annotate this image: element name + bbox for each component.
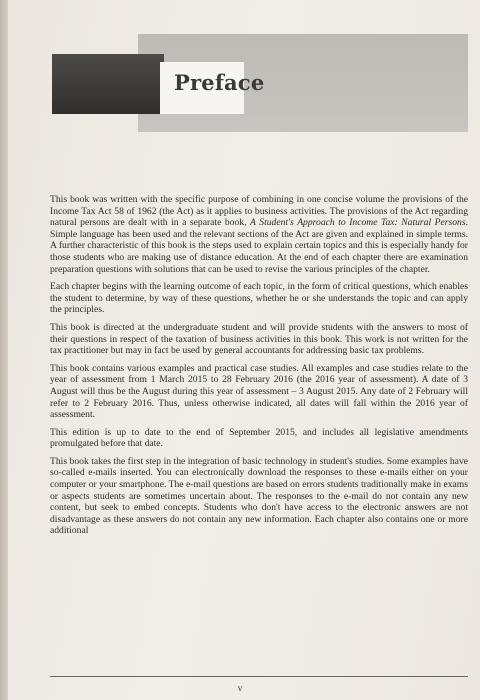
- binding-edge: [0, 0, 8, 700]
- paragraph-5: This edition is up to date to the end of September 2015, and includes all legislative amendments promulgated before that date.: [50, 426, 468, 450]
- paragraph-1-start: This book was written with the specific purpose of combining in one concise volume the provisions of the Income Tax Act 58 of 1962 (the Act) as it applies to business activities. The provisions of the Act regarding natural persons are dealt with in a separate book,: [50, 194, 468, 229]
- footer-rule: [50, 676, 468, 677]
- book-title-reference: A Student's Approach to Income Tax: Natural Persons: [250, 217, 466, 229]
- paragraph-4: This book contains various examples and practical case studies. All examples and case studies relate to the year of assessment from 1 March 2015 to 28 February 2016 (the 2016 year of assessment). A date of 3 August will thus be the August during this year of assessment – 3 August 2015. Any date of 2 February will refer to 2 February 2016. Thus, unless otherwise indicated, all dates will fall within the 2016 year of assessment.: [50, 362, 468, 421]
- paragraph-1-end: . Simple language has been used and the relevant sections of the Act are given and explained in simple terms. A further characteristic of this book is the steps used to explain certain topics and this is especially handy for those students who are making use of distance education. At the end of each chapter there are examination preparation questions with solutions that can be used to revise the various principles of the chapter.: [50, 217, 468, 275]
- page-number: v: [237, 683, 243, 693]
- preface-body: [50, 194, 468, 543]
- paragraph-3: This book is directed at the undergraduate student and will provide students with the answers to most of their questions in respect of the taxation of business activities in this book. This work is not written for the tax practitioner but may in fact be used by general accountants for addressing basic tax problems.: [50, 321, 468, 357]
- page-title: Preface: [174, 70, 265, 95]
- header-dark-block: [52, 54, 164, 114]
- paragraph-6: This book takes the first step in the integration of basic technology in student's studies. Some examples have so-called e-mails inserted. You can electronically download the responses to these e-mails either on your computer or your smartphone. The e-mail questions are based on errors students traditionally make in exams or aspects students are sometimes uncertain about. The responses to the e-mail do not contain any new content, but seek to embed concepts. Students who don't have access to the electronic answers are not disadvantage as these answers do not contain any new information. Each chapter also contains one or more additional: [50, 455, 468, 537]
- paragraph-1: [50, 194, 468, 275]
- paragraph-2: Each chapter begins with the learning outcome of each topic, in the form of critical questions, which enables the student to determine, by way of these questions, whether he or she understands the topic and can apply the principles.: [50, 281, 468, 316]
